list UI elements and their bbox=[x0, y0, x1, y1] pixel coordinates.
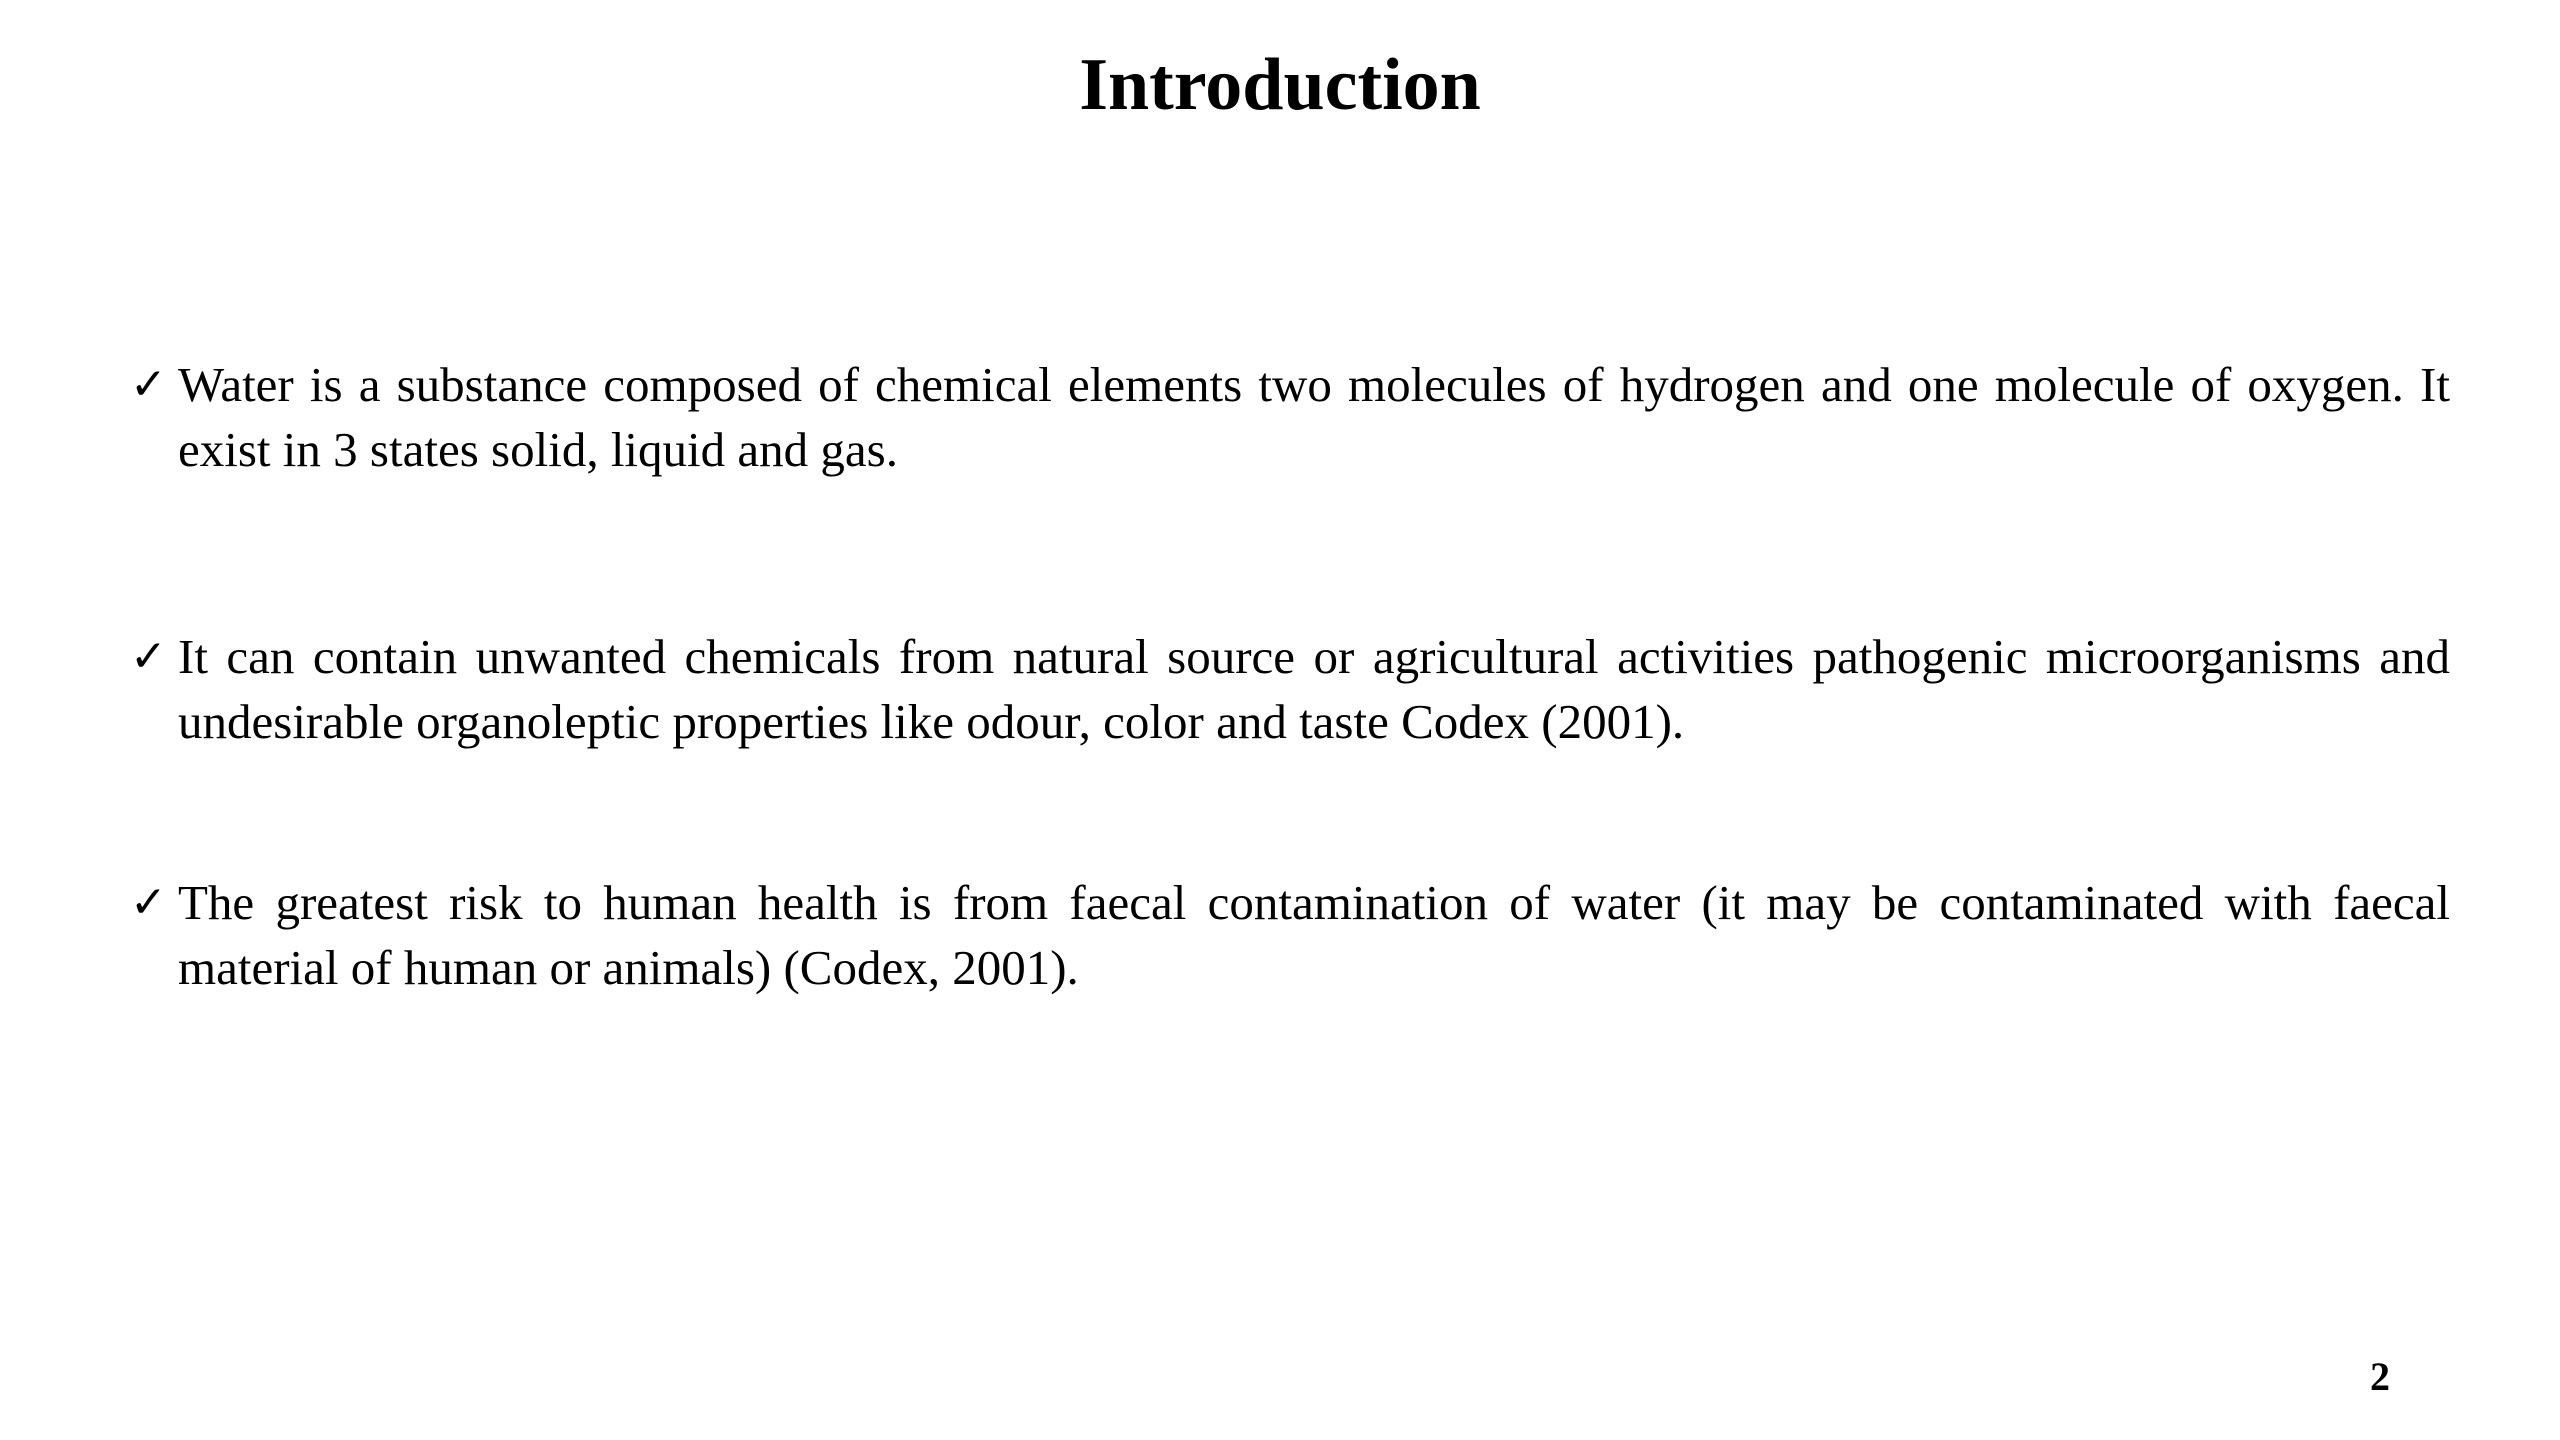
bullet-item bbox=[130, 624, 2450, 754]
page-number: 2 bbox=[2370, 1354, 2390, 1399]
bullet-text: The greatest risk to human health is from faecal contamination of water (it may be contaminated with faecal material of human or animals) (Codex, 2001). bbox=[178, 875, 2450, 995]
bullet-list bbox=[130, 352, 2450, 1000]
check-mark-icon: ✓ bbox=[130, 359, 167, 410]
slide-title: Introduction bbox=[1079, 44, 1481, 126]
bullet-text: Water is a substance composed of chemical elements two molecules of hydrogen and one molecule of oxygen. It exist in 3 states solid, liquid and gas. bbox=[178, 357, 2450, 477]
check-mark-icon: ✓ bbox=[130, 631, 167, 682]
check-mark-icon: ✓ bbox=[130, 877, 167, 928]
bullet-text: It can contain unwanted chemicals from natural source or agricultural activities pathogenic microorganisms and undesirable organoleptic properties like odour, color and taste Codex (2001). bbox=[178, 629, 2450, 749]
bullet-item bbox=[130, 870, 2450, 1000]
bullet-item bbox=[130, 352, 2450, 482]
